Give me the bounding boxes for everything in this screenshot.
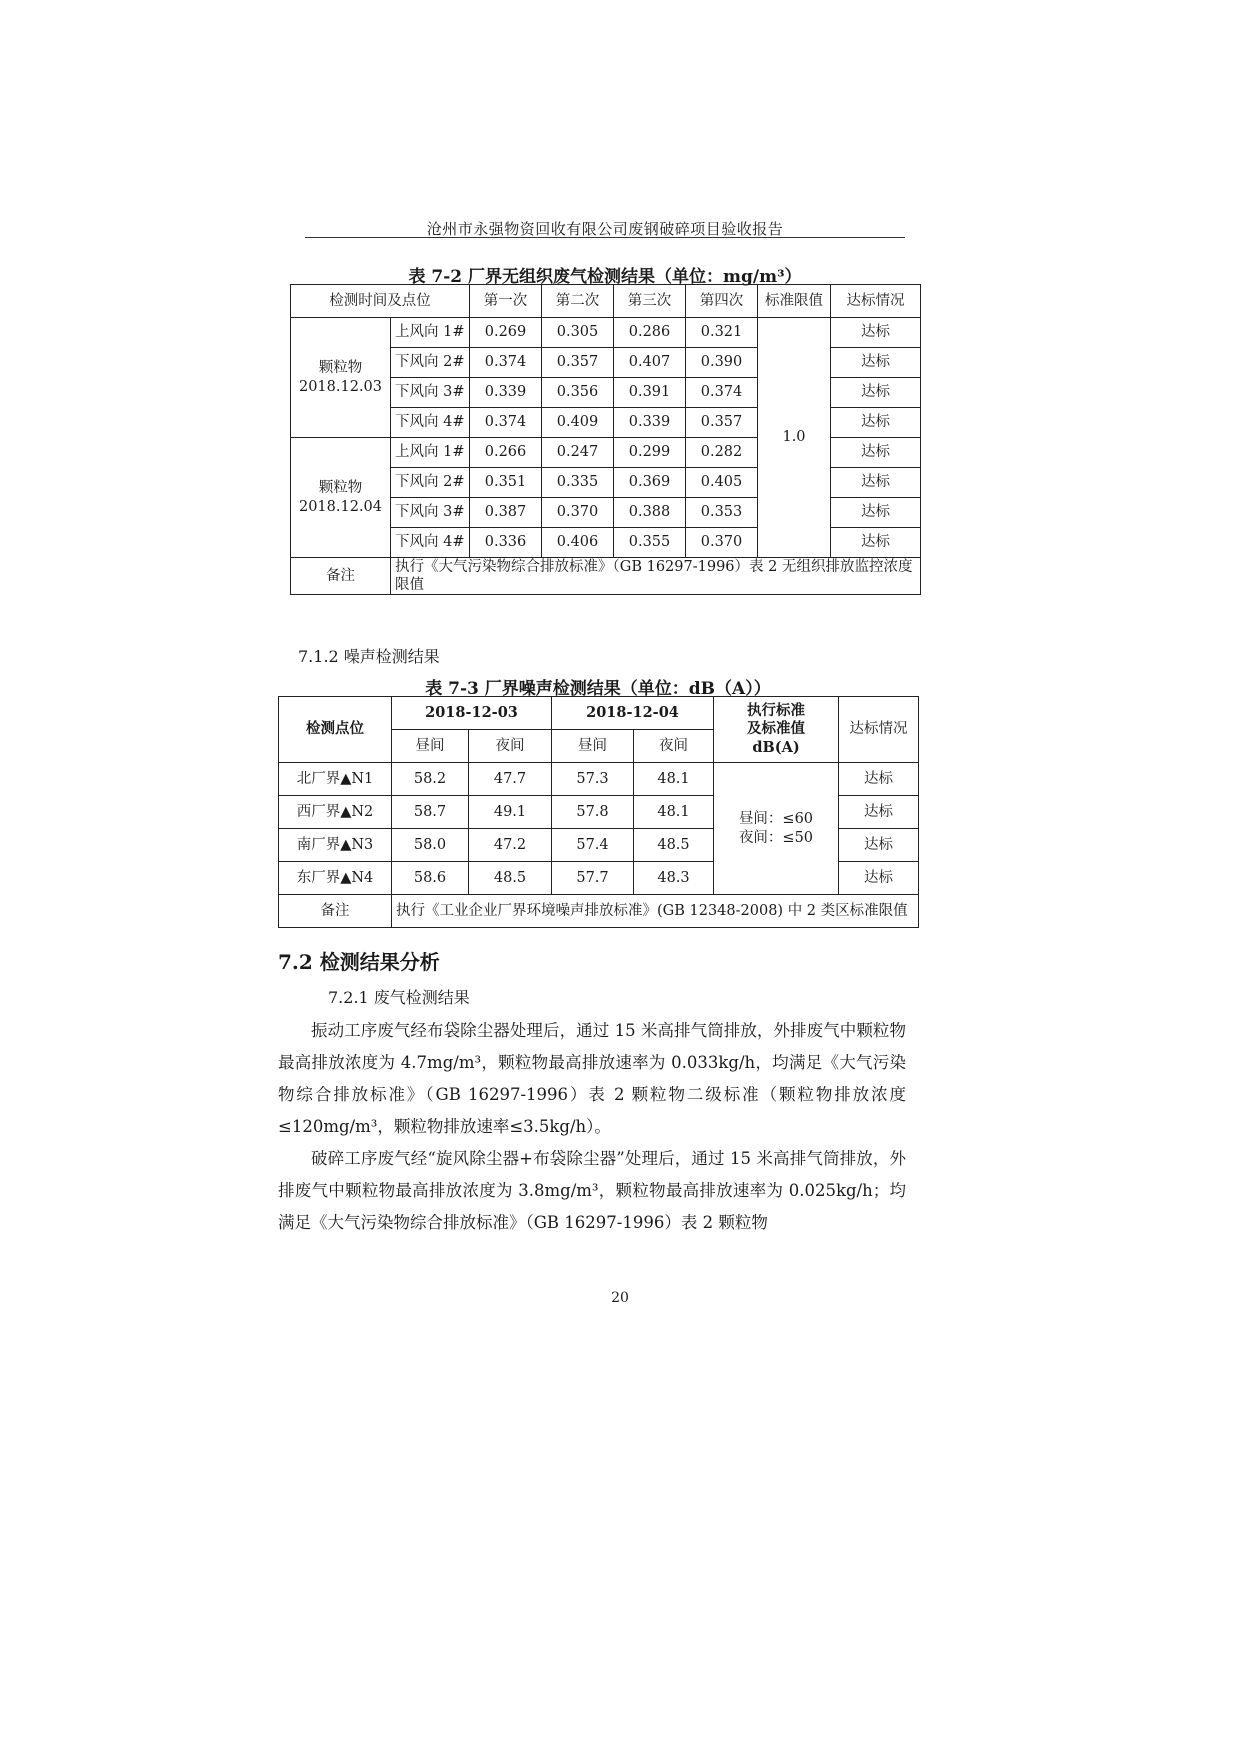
status-cell: 达标 [831,348,921,378]
status-cell: 达标 [839,829,919,862]
value-cell: 0.409 [542,408,614,438]
value-cell: 0.357 [542,348,614,378]
status-cell: 达标 [831,528,921,558]
note-text: 执行《工业企业厂界环境噪声排放标准》(GB 12348-2008) 中 2 类区标准限值 [392,895,919,928]
status-cell: 达标 [831,438,921,468]
point-cell: 南厂界▲N3 [279,829,392,862]
note-text: 执行《大气污染物综合排放标准》（GB 16297-1996）表 2 无组织排放监控浓度限值 [391,558,921,595]
value-cell: 0.390 [686,348,758,378]
status-cell: 达标 [831,318,921,348]
header-first: 第一次 [470,285,542,318]
value-cell: 0.321 [686,318,758,348]
group-label: 颗粒物 2018.12.04 [291,438,391,558]
header-point: 检测点位 [279,697,392,763]
header-second: 第二次 [542,285,614,318]
value-cell: 0.370 [542,498,614,528]
header-date-2: 2018-12-04 [552,697,714,730]
value-cell: 0.356 [542,378,614,408]
header-fourth: 第四次 [686,285,758,318]
value-cell: 0.374 [470,348,542,378]
value-cell: 0.299 [614,438,686,468]
value-cell: 57.7 [552,862,634,895]
value-cell: 58.7 [392,796,469,829]
standard-value-cell: 昼间：≤60 夜间：≤50 [714,763,839,895]
point-cell: 上风向 1# [391,438,470,468]
table-row [291,318,921,348]
header-third: 第三次 [614,285,686,318]
value-cell: 0.247 [542,438,614,468]
group-label: 颗粒物 2018.12.03 [291,318,391,438]
value-cell: 0.339 [614,408,686,438]
value-cell: 58.2 [392,763,469,796]
value-cell: 0.391 [614,378,686,408]
header-standard: 执行标准 及标准值 dB(A) [714,697,839,763]
status-cell: 达标 [831,378,921,408]
value-cell: 57.8 [552,796,634,829]
point-cell: 下风向 4# [391,528,470,558]
value-cell: 49.1 [469,796,552,829]
status-cell: 达标 [839,796,919,829]
value-cell: 0.286 [614,318,686,348]
value-cell: 0.269 [470,318,542,348]
value-cell: 48.3 [634,862,714,895]
point-cell: 下风向 4# [391,408,470,438]
value-cell: 0.388 [614,498,686,528]
value-cell: 0.339 [470,378,542,408]
value-cell: 0.370 [686,528,758,558]
table-7-3-caption: 表 7-3 厂界噪声检测结果（单位：dB（A）） [425,679,771,699]
status-cell: 达标 [831,408,921,438]
value-cell: 47.2 [469,829,552,862]
value-cell: 0.351 [470,468,542,498]
table-7-2-caption: 表 7-2 厂界无组织废气检测结果（单位：mg/m³） [408,267,802,287]
header-status: 达标情况 [831,285,921,318]
header-day-2: 昼间 [552,730,634,763]
status-cell: 达标 [831,468,921,498]
point-cell: 北厂界▲N1 [279,763,392,796]
value-cell: 0.305 [542,318,614,348]
value-cell: 0.353 [686,498,758,528]
value-cell: 0.336 [470,528,542,558]
section-7-2-1-heading: 7.2.1 废气检测结果 [328,988,470,1007]
limit-cell: 1.0 [758,318,831,558]
value-cell: 0.357 [686,408,758,438]
value-cell: 0.266 [470,438,542,468]
value-cell: 57.4 [552,829,634,862]
value-cell: 48.5 [469,862,552,895]
value-cell: 0.407 [614,348,686,378]
header-day-1: 昼间 [392,730,469,763]
section-7-2-heading: 7.2 检测结果分析 [278,950,440,974]
header-limit: 标准限值 [758,285,831,318]
value-cell: 0.374 [686,378,758,408]
value-cell: 0.369 [614,468,686,498]
header-time-point: 检测时间及点位 [291,285,470,318]
point-cell: 下风向 2# [391,468,470,498]
status-cell: 达标 [831,498,921,528]
value-cell: 0.405 [686,468,758,498]
header-date-1: 2018-12-03 [392,697,552,730]
note-row [279,895,919,928]
value-cell: 48.1 [634,763,714,796]
value-cell: 0.282 [686,438,758,468]
point-cell: 上风向 1# [391,318,470,348]
value-cell: 0.374 [470,408,542,438]
header-rule [305,237,905,238]
point-cell: 下风向 2# [391,348,470,378]
document-header: 沧州市永强物资回收有限公司废钢破碎项目验收报告 [426,220,784,238]
status-cell: 达标 [839,763,919,796]
point-cell: 东厂界▲N4 [279,862,392,895]
value-cell: 48.1 [634,796,714,829]
waste-gas-table [290,284,921,595]
note-label: 备注 [291,558,391,595]
paragraph-crushing: 破碎工序废气经“旋风除尘器+布袋除尘器”处理后，通过 15 米高排气筒排放，外排废气中颗粒物最高排放浓度为 3.8mg/m³，颗粒物最高排放速率为 0.025kg/h；均满足《大气污染物综合排放标准》（GB 16297-1996）表 2 颗粒物 [278,1149,906,1232]
value-cell: 58.6 [392,862,469,895]
header-night-1: 夜间 [469,730,552,763]
table-row [279,763,919,796]
value-cell: 0.387 [470,498,542,528]
noise-table [278,696,919,928]
section-7-1-2: 7.1.2 噪声检测结果 [298,647,440,666]
value-cell: 48.5 [634,829,714,862]
header-night-2: 夜间 [634,730,714,763]
point-cell: 下风向 3# [391,498,470,528]
paragraph-vibration: 振动工序废气经布袋除尘器处理后，通过 15 米高排气筒排放，外排废气中颗粒物最高排放浓度为 4.7mg/m³，颗粒物最高排放速率为 0.033kg/h，均满足《大气污染物综合排放标准》（GB 16297-1996）表 2 颗粒物二级标准（颗粒物排放浓度≤120mg/m³，颗粒物排放速率≤3.5kg/h）。 [278,1021,906,1136]
value-cell: 57.3 [552,763,634,796]
page-number: 20 [611,1290,629,1306]
value-cell: 58.0 [392,829,469,862]
point-cell: 西厂界▲N2 [279,796,392,829]
note-label: 备注 [279,895,392,928]
value-cell: 0.406 [542,528,614,558]
note-row [291,558,921,595]
header-status: 达标情况 [839,697,919,763]
value-cell: 0.355 [614,528,686,558]
status-cell: 达标 [839,862,919,895]
point-cell: 下风向 3# [391,378,470,408]
value-cell: 0.335 [542,468,614,498]
value-cell: 47.7 [469,763,552,796]
analysis-paragraphs [278,1015,906,1239]
